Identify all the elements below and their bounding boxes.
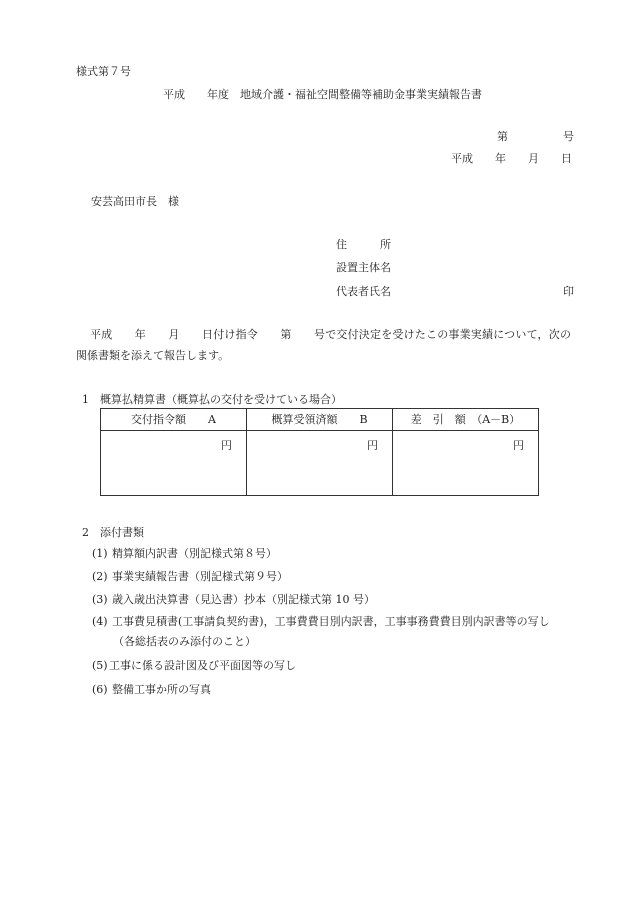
list-item-text: 事業実績報告書（別記様式第９号） (112, 570, 288, 583)
list-item-text: 精算額内訳書（別記様式第８号） (112, 547, 277, 560)
header-difference: 差 引 額 （A－B） (393, 409, 539, 431)
list-item-number: (6) (92, 683, 108, 696)
list-item-text: 工事費見積書(工事請負契約書)，工事費費目別内訳書，工事事務費費目別内訳書等の写し (112, 615, 550, 628)
cell-received-amount: 円 (247, 431, 393, 496)
document-title: 平成 年度 地域介護・福祉空間整備等補助金事業実績報告書 (163, 88, 482, 101)
section-1-heading: 1 概算払精算書（概算払の交付を受けている場合） (82, 393, 342, 406)
list-item-number: (1) (92, 547, 108, 560)
body-text-line-1: 平成 年 月 日付け指令 第 号で交付決定を受けたこの事業実績について，次の (90, 328, 572, 341)
organization-label: 設置主体名 (336, 261, 391, 274)
header-received-amount: 概算受領済額 B (247, 409, 393, 431)
list-item-note: （各総括表のみ添付のこと） (113, 635, 256, 648)
list-item-text: 工事に係る設計図及び平面図等の写し (109, 659, 296, 672)
body-text-line-2: 関係書類を添えて報告します。 (76, 349, 230, 362)
address-label: 住 所 (336, 238, 391, 251)
document-date: 平成 年 月 日 (451, 152, 572, 165)
seal-mark: 印 (563, 285, 574, 298)
cell-grant-amount: 円 (101, 431, 247, 496)
section-2-heading: 2 添付書類 (82, 526, 144, 539)
cell-difference: 円 (393, 431, 539, 496)
form-number: 様式第７号 (76, 65, 131, 78)
table-row (101, 431, 539, 496)
list-item-number: (4) (92, 615, 108, 628)
settlement-table (100, 408, 539, 496)
representative-label: 代表者氏名 (336, 285, 391, 298)
addressee: 安芸高田市長 様 (91, 195, 179, 208)
document-number: 第 号 (497, 130, 574, 143)
list-item-text: 歳入歳出決算書（見込書）抄本（別記様式第 10 号） (112, 593, 375, 606)
table-header-row (101, 409, 539, 431)
header-grant-amount: 交付指令額 A (101, 409, 247, 431)
list-item-number: (3) (92, 593, 108, 606)
list-item-number: (2) (92, 570, 108, 583)
list-item-number: (5) (92, 659, 108, 672)
list-item-text: 整備工事か所の写真 (112, 683, 211, 696)
